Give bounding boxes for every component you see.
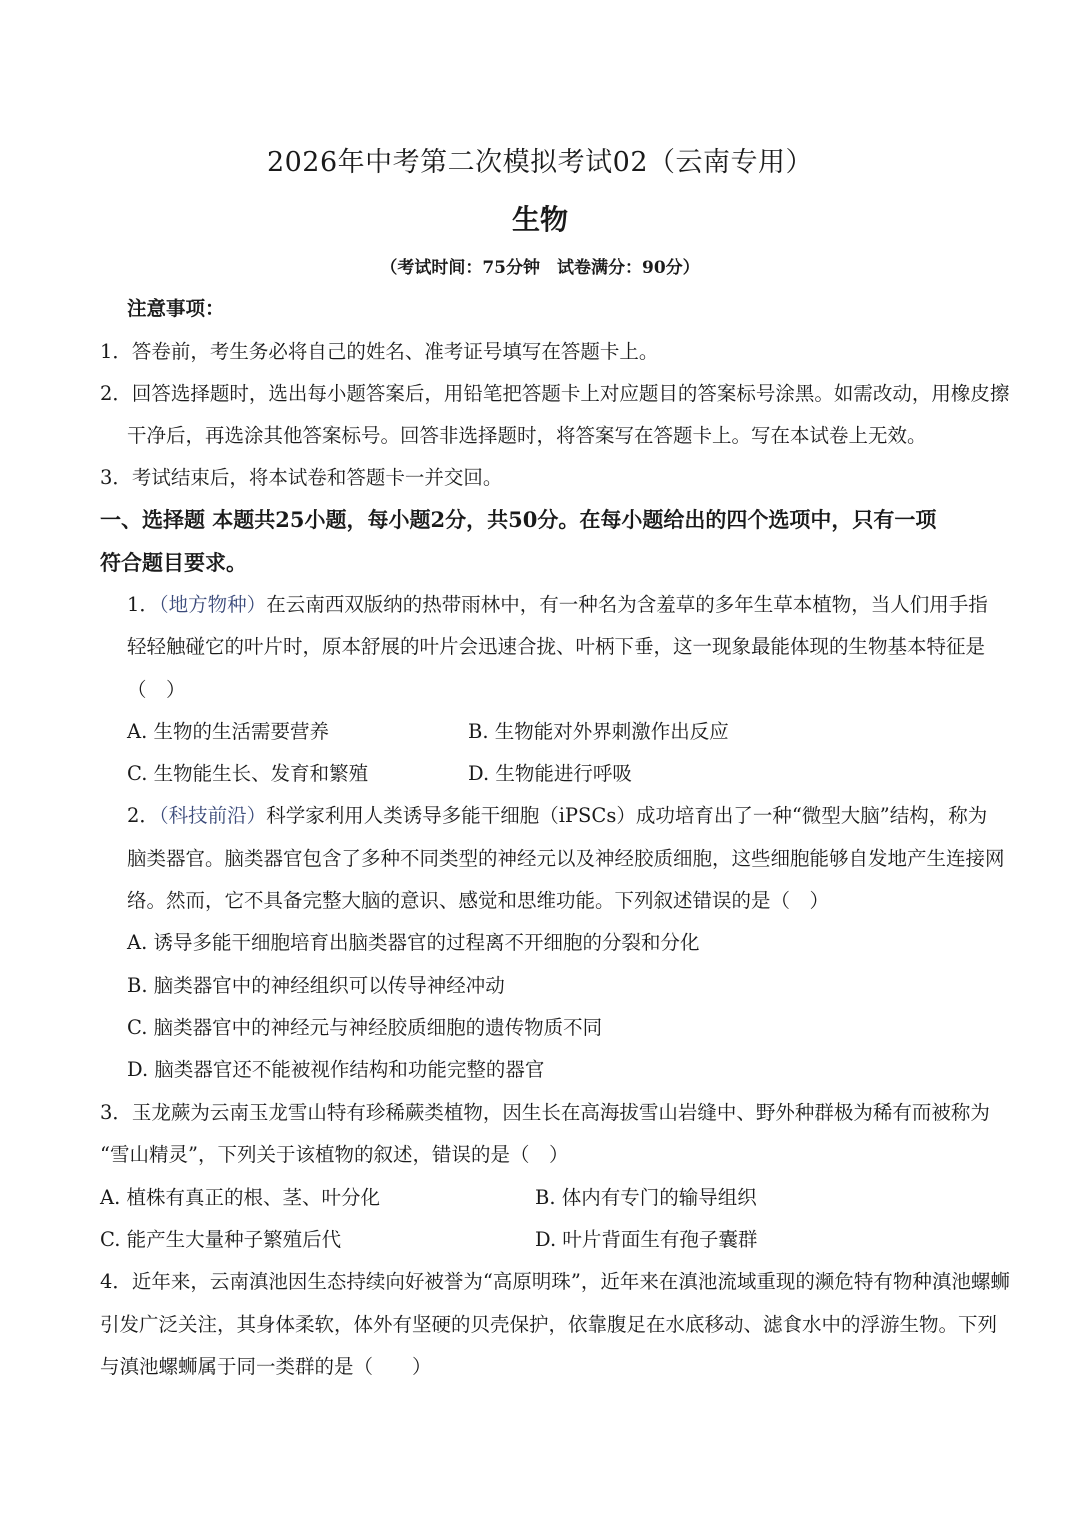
section-heading-line-2: 符合题目要求。	[100, 550, 247, 575]
question-1-text: 在云南西双版纳的热带雨林中，有一种名为含羞草的多年生草本植物，当人们用手指	[266, 593, 988, 616]
question-1-tag: （地方物种）	[158, 593, 267, 616]
question-2-option-c: C. 脑类器官中的神经元与神经胶质细胞的遗传物质不同	[127, 1016, 603, 1039]
question-4-line-1: 4．近年来，云南滇池因生态持续向好被誉为“高原明珠”，近年来在滇池流域重现的濒危特有物种滇池螺蛳	[100, 1270, 1010, 1293]
exam-title: 2026年中考第二次模拟考试02（云南专用）	[266, 147, 814, 178]
question-2-option-a: A. 诱导多能干细胞培育出脑类器官的过程离不开细胞的分裂和分化	[127, 931, 700, 954]
question-2-line-1	[127, 803, 987, 829]
question-3-option-b: B. 体内有专门的输导组织	[535, 1186, 757, 1209]
question-2-option-b: B. 脑类器官中的神经组织可以传导神经冲动	[127, 974, 505, 997]
notice-item-3: 3．考试结束后，将本试卷和答题卡一并交回。	[100, 466, 503, 489]
question-2-line-3: 络。然而，它不具备完整大脑的意识、感觉和思维功能。下列叙述错误的是（ ）	[127, 889, 830, 912]
question-1-option-a: A. 生物的生活需要营养	[127, 720, 329, 743]
question-3-option-a: A. 植株有真正的根、茎、叶分化	[100, 1186, 380, 1209]
section-heading-line-1: 一、选择题 本题共25小题，每小题2分，共50分。在每小题给出的四个选项中，只有一项	[100, 507, 937, 532]
question-4-line-3: 与滇池螺蛳属于同一类群的是（ ）	[100, 1355, 432, 1378]
question-1-line-1	[127, 592, 988, 618]
question-1-line-2: 轻轻触碰它的叶片时，原本舒展的叶片会迅速合拢、叶柄下垂，这一现象最能体现的生物基本特征是	[127, 635, 986, 658]
question-2-text: 科学家利用人类诱导多能干细胞（iPSCs）成功培育出了一种“微型大脑”结构，称为	[266, 804, 988, 827]
question-1-option-d: D. 生物能进行呼吸	[468, 762, 632, 785]
question-2-option-d: D. 脑类器官还不能被视作结构和功能完整的器官	[127, 1058, 545, 1081]
notice-item-2-line-2: 干净后，再选涂其他答案标号。回答非选择题时，将答案写在答题卡上。写在本试卷上无效。	[127, 424, 927, 447]
question-3-option-c: C. 能产生大量种子繁殖后代	[100, 1228, 342, 1251]
notice-item-1: 1．答卷前，考生务必将自己的姓名、准考证号填写在答题卡上。	[100, 340, 659, 363]
question-1-option-b: B. 生物能对外界刺激作出反应	[468, 720, 729, 743]
question-2-tag: （科技前沿）	[158, 804, 267, 827]
question-1-number: 1．	[127, 593, 159, 616]
question-2-number: 2．	[127, 804, 159, 827]
question-3-line-2: “雪山精灵”，下列关于该植物的叙述，错误的是（ ）	[100, 1143, 569, 1166]
subject-title: 生物	[511, 203, 568, 236]
question-4-line-2: 引发广泛关注，其身体柔软，体外有坚硬的贝壳保护，依靠腹足在水底移动、滤食水中的浮游生物。下列	[100, 1313, 998, 1336]
question-3-option-d: D. 叶片背面生有孢子囊群	[535, 1228, 758, 1251]
question-3-line-1: 3．玉龙蕨为云南玉龙雪山特有珍稀蕨类植物，因生长在高海拔雪山岩缝中、野外种群极为稀有而被称为	[100, 1101, 990, 1124]
question-1-option-c: C. 生物能生长、发育和繁殖	[127, 762, 369, 785]
question-2-line-2: 脑类器官。脑类器官包含了多种不同类型的神经元以及神经胶质细胞，这些细胞能够自发地产生连接网	[127, 847, 1005, 870]
notice-item-2-line-1: 2．回答选择题时，选出每小题答案后，用铅笔把答题卡上对应题目的答案标号涂黑。如需改动，用橡皮擦	[100, 382, 1010, 405]
exam-meta: （考试时间：75分钟 试卷满分：90分）	[380, 258, 700, 278]
notice-heading: 注意事项：	[127, 297, 225, 320]
question-1-line-3: （ ）	[127, 678, 186, 701]
